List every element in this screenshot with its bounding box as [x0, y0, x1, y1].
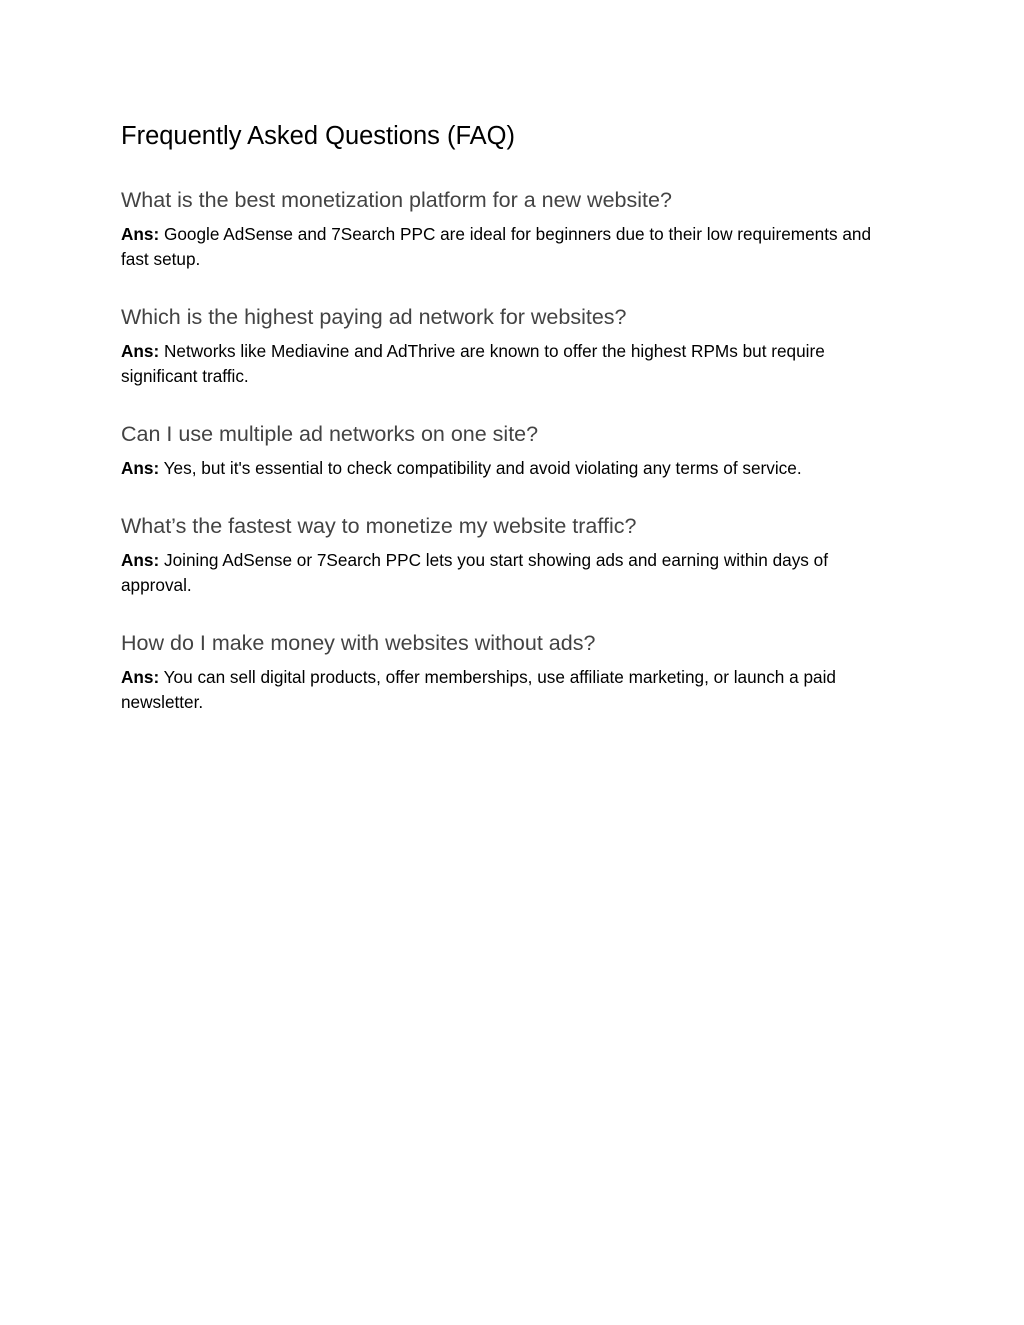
document-page: [121, 117, 901, 744]
faq-question: What’s the fastest way to monetize my website traffic?: [121, 514, 637, 538]
faq-question: Which is the highest paying ad network for websites?: [121, 305, 627, 329]
answer-text: Networks like Mediavine and AdThrive are known to offer the highest RPMs but require significant traffic.: [121, 341, 825, 386]
faq-answer: [121, 222, 901, 272]
answer-text: Yes, but it's essential to check compatibility and avoid violating any terms of service.: [163, 458, 802, 478]
faq-answer: [121, 456, 901, 481]
faq-item: [121, 184, 901, 272]
answer-label: Ans:: [121, 667, 160, 687]
answer-text: You can sell digital products, offer memberships, use affiliate marketing, or launch a paid newsletter.: [121, 667, 836, 712]
faq-item: [121, 627, 901, 715]
faq-question: How do I make money with websites without ads?: [121, 631, 596, 655]
answer-label: Ans:: [121, 224, 160, 244]
answer-text: Joining AdSense or 7Search PPC lets you start showing ads and earning within days of approval.: [121, 550, 829, 595]
faq-answer: [121, 548, 901, 598]
faq-answer: [121, 665, 901, 715]
faq-list: [121, 184, 901, 715]
page-title: Frequently Asked Questions (FAQ): [121, 122, 516, 150]
faq-question: Can I use multiple ad networks on one site?: [121, 422, 539, 446]
answer-label: Ans:: [121, 458, 160, 478]
faq-item: [121, 418, 901, 481]
faq-item: [121, 301, 901, 389]
answer-label: Ans:: [121, 550, 160, 570]
faq-question: What is the best monetization platform for a new website?: [121, 188, 672, 212]
answer-text: Google AdSense and 7Search PPC are ideal for beginners due to their low requirements and fast setup.: [121, 224, 872, 269]
answer-label: Ans:: [121, 341, 160, 361]
faq-answer: [121, 339, 901, 389]
faq-item: [121, 510, 901, 598]
